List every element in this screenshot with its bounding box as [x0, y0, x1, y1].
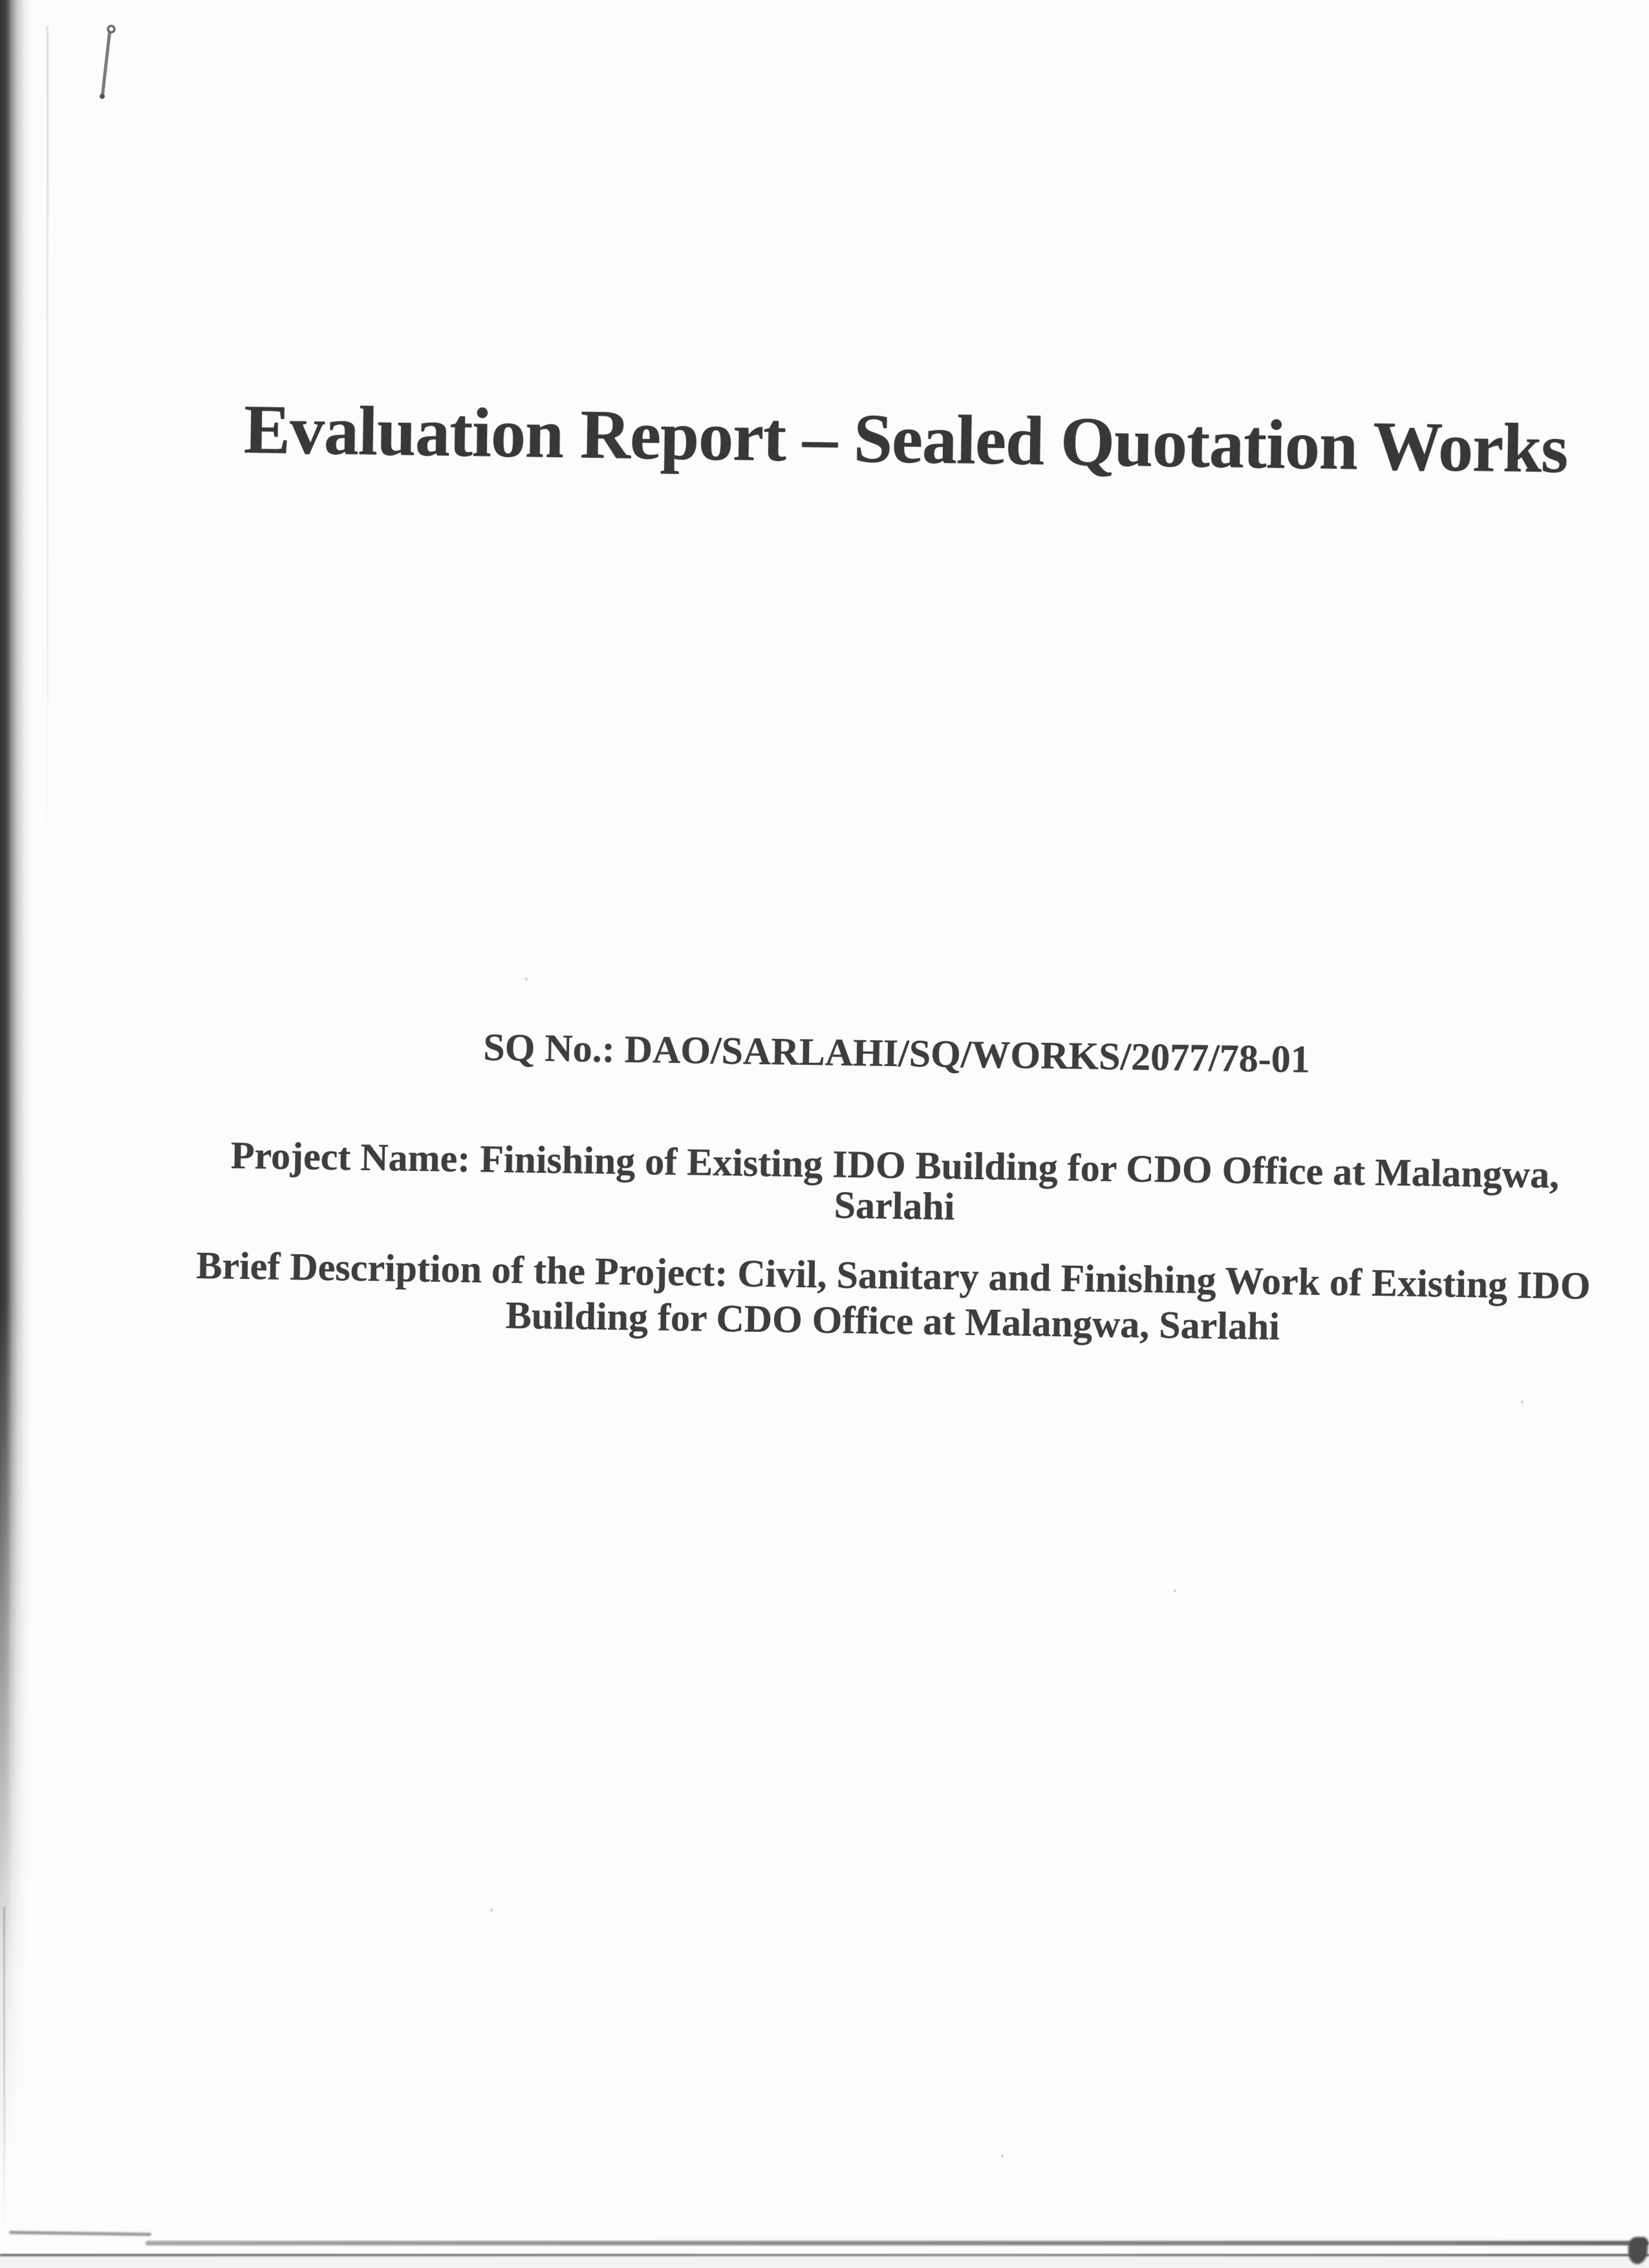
scan-bottom-edge-line [0, 2254, 1649, 2256]
report-title: Evaluation Report – Sealed Quotation Works [243, 390, 1569, 488]
sq-number-line: SQ No.: DAO/SARLAHI/SQ/WORKS/2077/78-01 [482, 1025, 1311, 1081]
scan-speck [1174, 1589, 1176, 1592]
scan-speck [1521, 1400, 1524, 1404]
brief-description-line: Brief Description of the Project: Civil, Sanitary and Finishing Work of Existing IDO Building for CDO Office at Malangwa, Sarlahi [196, 1243, 1591, 1348]
project-name-line: Project Name: Finishing of Existing IDO Building for CDO Office at Malangwa, Sarlahi [230, 1133, 1560, 1228]
scan-bottom-edge-shadow [146, 2241, 1649, 2245]
scan-speck [490, 1909, 493, 1912]
scan-speck [1001, 2154, 1004, 2157]
scan-speck [525, 978, 528, 981]
scan-below-page-strip [0, 2256, 1649, 2268]
